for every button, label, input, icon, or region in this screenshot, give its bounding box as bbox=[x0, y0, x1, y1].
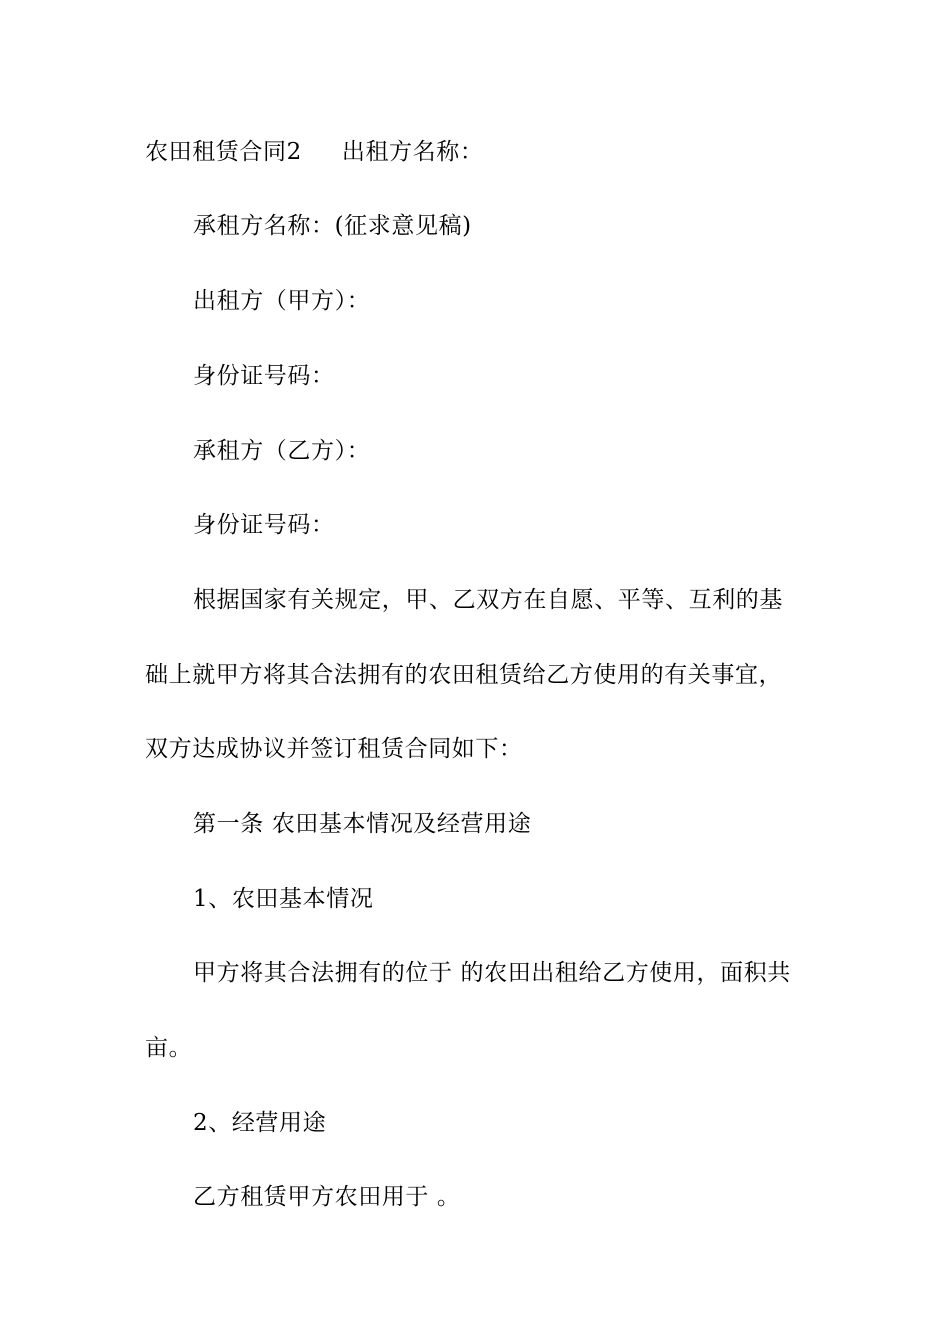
party-b-id-label: 身份证号码： bbox=[193, 512, 335, 538]
preamble-line-3: 双方达成协议并签订租赁合同如下： bbox=[145, 736, 523, 762]
party-b-label: 承租方（乙方）： bbox=[193, 438, 371, 464]
party-a-id-label: 身份证号码： bbox=[193, 363, 335, 389]
title-line bbox=[145, 137, 815, 167]
lessee-name-label: 承租方名称：(征求意见稿) bbox=[193, 213, 472, 239]
section-1-title: 1、农田基本情况 bbox=[193, 886, 374, 912]
section-1-body-line-1: 甲方将其合法拥有的位于 的农田出租给乙方使用，面积共 bbox=[193, 960, 791, 986]
section-2-body: 乙方租赁甲方农田用于 。 bbox=[193, 1184, 461, 1210]
preamble-line-1: 根据国家有关规定，甲、乙双方在自愿、平等、互利的基 bbox=[193, 587, 783, 613]
document-title: 农田租赁合同2 bbox=[145, 139, 302, 165]
lessor-name-label: 出租方名称： bbox=[341, 139, 484, 165]
party-a-label: 出租方（甲方）： bbox=[193, 288, 371, 314]
preamble-line-2: 础上就甲方将其合法拥有的农田租赁给乙方使用的有关事宜， bbox=[145, 662, 783, 688]
article-1-title: 第一条 农田基本情况及经营用途 bbox=[193, 811, 532, 837]
section-2-title: 2、经营用途 bbox=[193, 1110, 327, 1136]
section-1-body-line-2: 亩。 bbox=[145, 1035, 193, 1061]
